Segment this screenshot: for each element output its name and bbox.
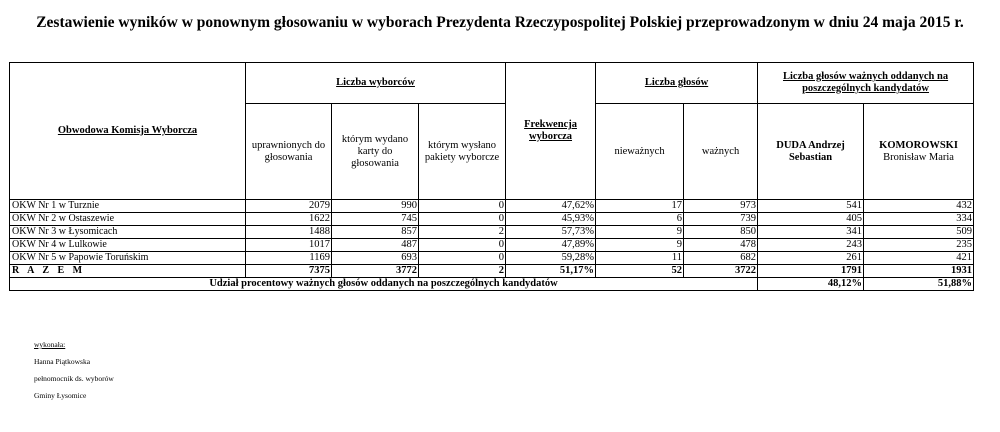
footer-office: Gminy Łysomice <box>34 391 87 400</box>
cell-issued: 693 <box>332 252 419 265</box>
total-issued: 3772 <box>332 265 419 278</box>
header-commission: Obwodowa Komisja Wyborcza <box>10 63 246 200</box>
header-candidate-duda: DUDA Andrzej Sebastian <box>758 104 864 200</box>
total-packages: 2 <box>419 265 506 278</box>
header-invalid: nieważnych <box>596 104 684 200</box>
cell-komorowski: 421 <box>864 252 974 265</box>
table-row <box>10 213 974 226</box>
table-row <box>10 252 974 265</box>
header-ballots-issued: którym wydano karty do głosowania <box>332 104 419 200</box>
cell-entitled: 2079 <box>246 200 332 213</box>
cell-entitled: 1169 <box>246 252 332 265</box>
header-turnout: Frekwencja wyborcza <box>506 63 596 200</box>
footer-prepared-by: wykonała: <box>34 340 66 349</box>
header-entitled: uprawnionych do głosowania <box>246 104 332 200</box>
cell-packages: 0 <box>419 239 506 252</box>
footer-role: pełnomocnik ds. wyborów <box>34 374 114 383</box>
cell-valid: 850 <box>684 226 758 239</box>
cell-packages: 0 <box>419 213 506 226</box>
total-turnout: 51,17% <box>506 265 596 278</box>
footer-person: Hanna Piątkowska <box>34 357 91 366</box>
cell-valid: 478 <box>684 239 758 252</box>
footer-signature <box>34 336 114 404</box>
cell-duda: 405 <box>758 213 864 226</box>
cell-invalid: 9 <box>596 226 684 239</box>
cell-commission: OKW Nr 5 w Papowie Toruńskim <box>10 252 246 265</box>
document-title: Zestawienie wyników w ponownym głosowaniu w wyborach Prezydenta Rzeczypospolitej Polskiej przeprowadzonym w dniu 24 maja 2015 r. <box>36 14 964 31</box>
cell-invalid: 9 <box>596 239 684 252</box>
total-duda: 1791 <box>758 265 864 278</box>
cell-invalid: 17 <box>596 200 684 213</box>
table-row <box>10 200 974 213</box>
cell-commission: OKW Nr 4 w Lulkowie <box>10 239 246 252</box>
header-candidates-group: Liczba głosów ważnych oddanych na poszczególnych kandydatów <box>758 63 974 104</box>
header-candidate-komorowski <box>864 104 974 200</box>
cell-duda: 541 <box>758 200 864 213</box>
candidate-komorowski-firstnames: Bronisław Maria <box>883 151 954 163</box>
table-row <box>10 226 974 239</box>
share-duda: 48,12% <box>758 278 864 291</box>
cell-valid: 973 <box>684 200 758 213</box>
cell-turnout: 47,89% <box>506 239 596 252</box>
cell-komorowski: 334 <box>864 213 974 226</box>
header-votes-group: Liczba głosów <box>596 63 758 104</box>
cell-invalid: 6 <box>596 213 684 226</box>
cell-entitled: 1622 <box>246 213 332 226</box>
cell-entitled: 1488 <box>246 226 332 239</box>
cell-komorowski: 509 <box>864 226 974 239</box>
share-label: Udział procentowy ważnych głosów oddanych na poszczególnych kandydatów <box>10 278 758 291</box>
cell-turnout: 47,62% <box>506 200 596 213</box>
cell-issued: 487 <box>332 239 419 252</box>
share-row <box>10 278 974 291</box>
cell-duda: 341 <box>758 226 864 239</box>
total-invalid: 52 <box>596 265 684 278</box>
cell-packages: 0 <box>419 252 506 265</box>
cell-commission: OKW Nr 2 w Ostaszewie <box>10 213 246 226</box>
cell-packages: 2 <box>419 226 506 239</box>
total-komorowski: 1931 <box>864 265 974 278</box>
cell-turnout: 45,93% <box>506 213 596 226</box>
header-packages-sent: którym wysłano pakiety wyborcze <box>419 104 506 200</box>
cell-valid: 739 <box>684 213 758 226</box>
header-valid: ważnych <box>684 104 758 200</box>
total-label: R A Z E M <box>10 265 246 278</box>
cell-entitled: 1017 <box>246 239 332 252</box>
total-valid: 3722 <box>684 265 758 278</box>
cell-issued: 990 <box>332 200 419 213</box>
cell-turnout: 59,28% <box>506 252 596 265</box>
cell-issued: 857 <box>332 226 419 239</box>
cell-komorowski: 432 <box>864 200 974 213</box>
header-voters-group: Liczba wyborców <box>246 63 506 104</box>
cell-packages: 0 <box>419 200 506 213</box>
total-row <box>10 265 974 278</box>
cell-commission: OKW Nr 1 w Turznie <box>10 200 246 213</box>
results-table <box>9 62 974 291</box>
candidate-komorowski-surname: KOMOROWSKI <box>879 139 958 151</box>
cell-invalid: 11 <box>596 252 684 265</box>
cell-valid: 682 <box>684 252 758 265</box>
total-entitled: 7375 <box>246 265 332 278</box>
share-komorowski: 51,88% <box>864 278 974 291</box>
cell-duda: 243 <box>758 239 864 252</box>
cell-turnout: 57,73% <box>506 226 596 239</box>
cell-komorowski: 235 <box>864 239 974 252</box>
cell-issued: 745 <box>332 213 419 226</box>
cell-duda: 261 <box>758 252 864 265</box>
cell-commission: OKW Nr 3 w Łysomicach <box>10 226 246 239</box>
table-row <box>10 239 974 252</box>
